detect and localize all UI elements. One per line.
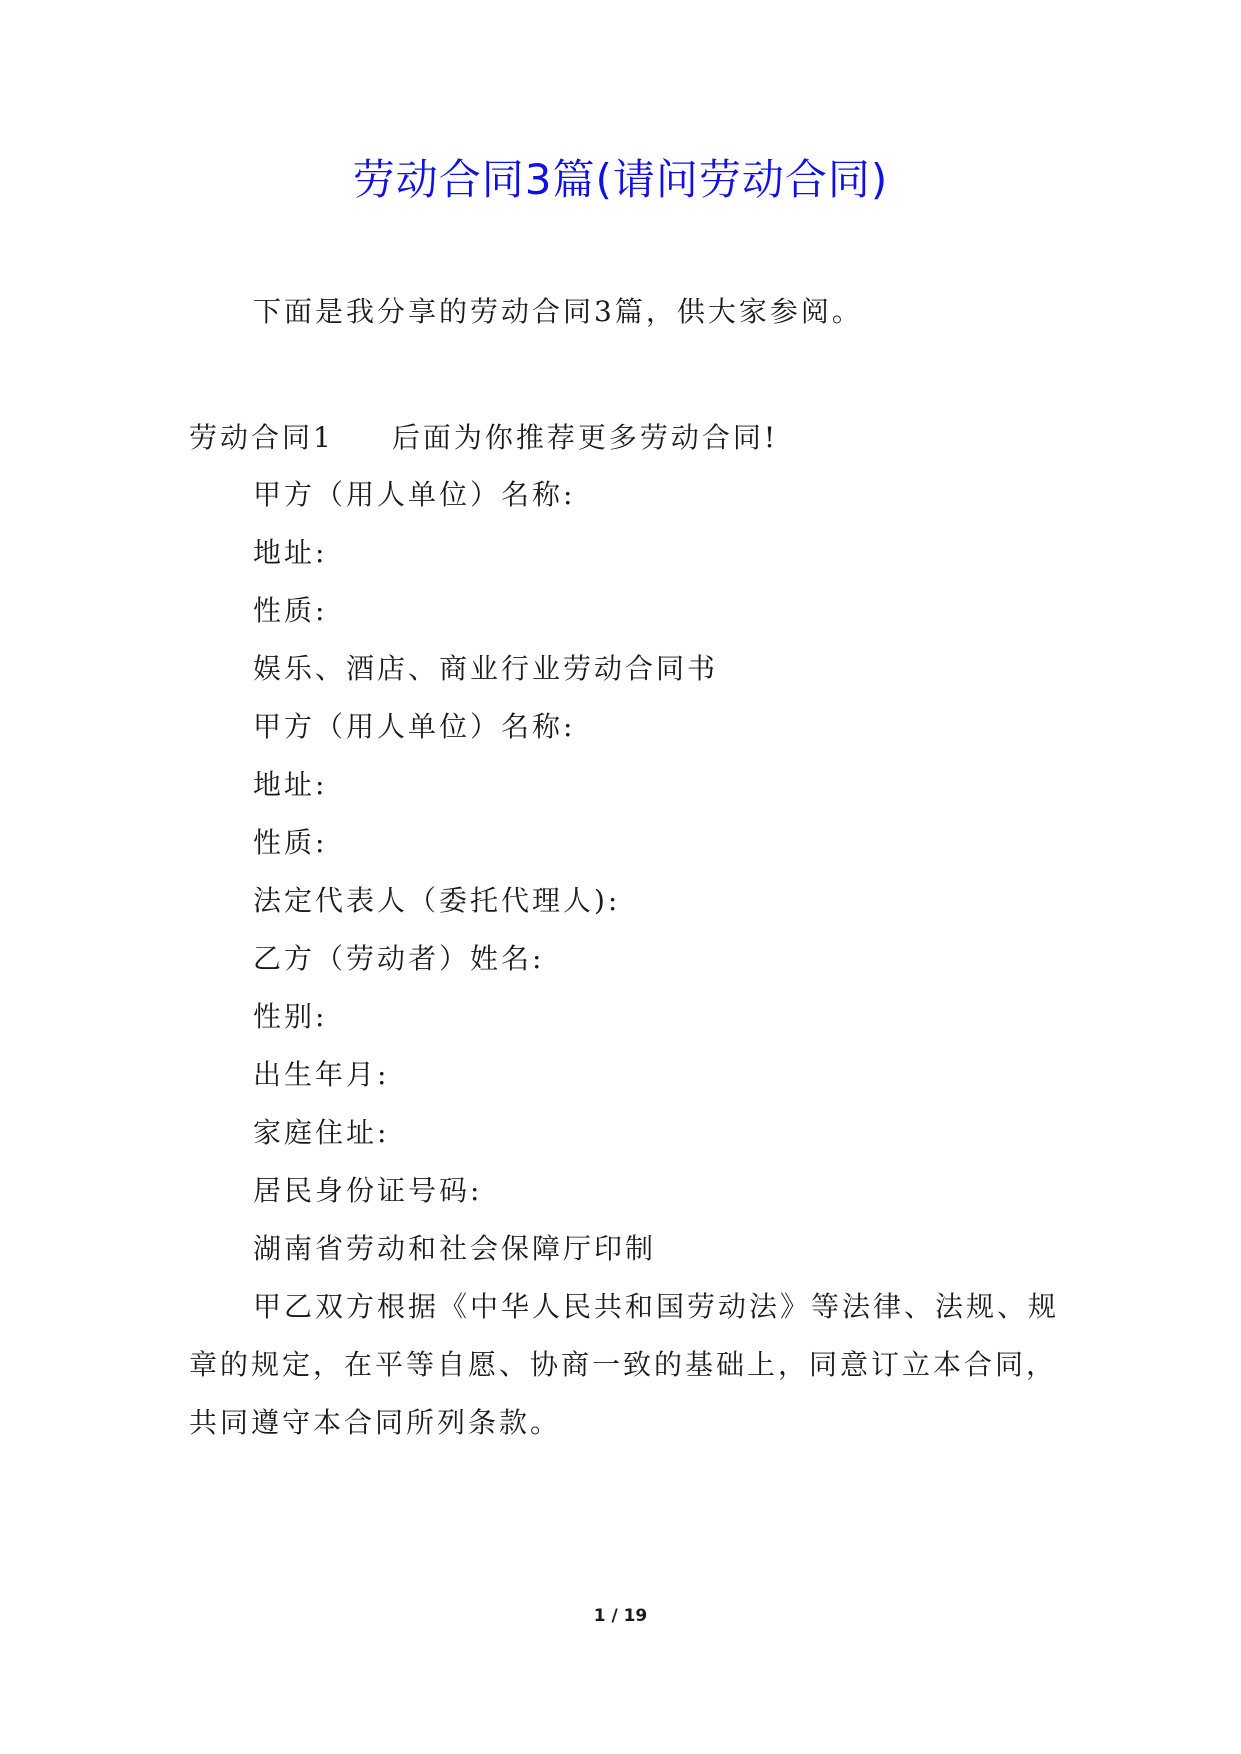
field-line: 地址: [253, 768, 328, 801]
section-note: 后面为你推荐更多劳动合同! [391, 421, 779, 454]
field-line: 乙方（劳动者）姓名: [253, 942, 545, 975]
field-line: 法定代表人（委托代理人): [253, 884, 621, 917]
field-line: 家庭住址: [253, 1116, 390, 1149]
field-line: 娱乐、酒店、商业行业劳动合同书 [253, 652, 719, 685]
section-label: 劳动合同1 [189, 421, 334, 454]
field-line: 甲方（用人单位）名称: [253, 478, 576, 511]
document-title: 劳动合同3篇(请问劳动合同) [352, 155, 889, 204]
field-line: 性别: [253, 1000, 328, 1033]
section-heading [189, 418, 778, 458]
paragraph-line: 甲乙双方根据《中华人民共和国劳动法》等法律、法规、规 [253, 1290, 1060, 1323]
field-line: 湖南省劳动和社会保障厅印制 [253, 1232, 657, 1265]
field-line: 出生年月: [253, 1058, 390, 1091]
intro-text: 下面是我分享的劳动合同3篇，供大家参阅。 [253, 295, 863, 328]
field-line: 地址: [253, 536, 328, 569]
field-line: 性质: [253, 594, 328, 627]
paragraph-line: 共同遵守本合同所列条款。 [189, 1406, 562, 1439]
field-line: 甲方（用人单位）名称: [253, 710, 576, 743]
paragraph-line: 章的规定，在平等自愿、协商一致的基础上，同意订立本合同， [189, 1348, 1058, 1381]
page-indicator: 1 / 19 [593, 1606, 648, 1626]
field-line: 性质: [253, 826, 328, 859]
field-line: 居民身份证号码: [253, 1174, 483, 1207]
